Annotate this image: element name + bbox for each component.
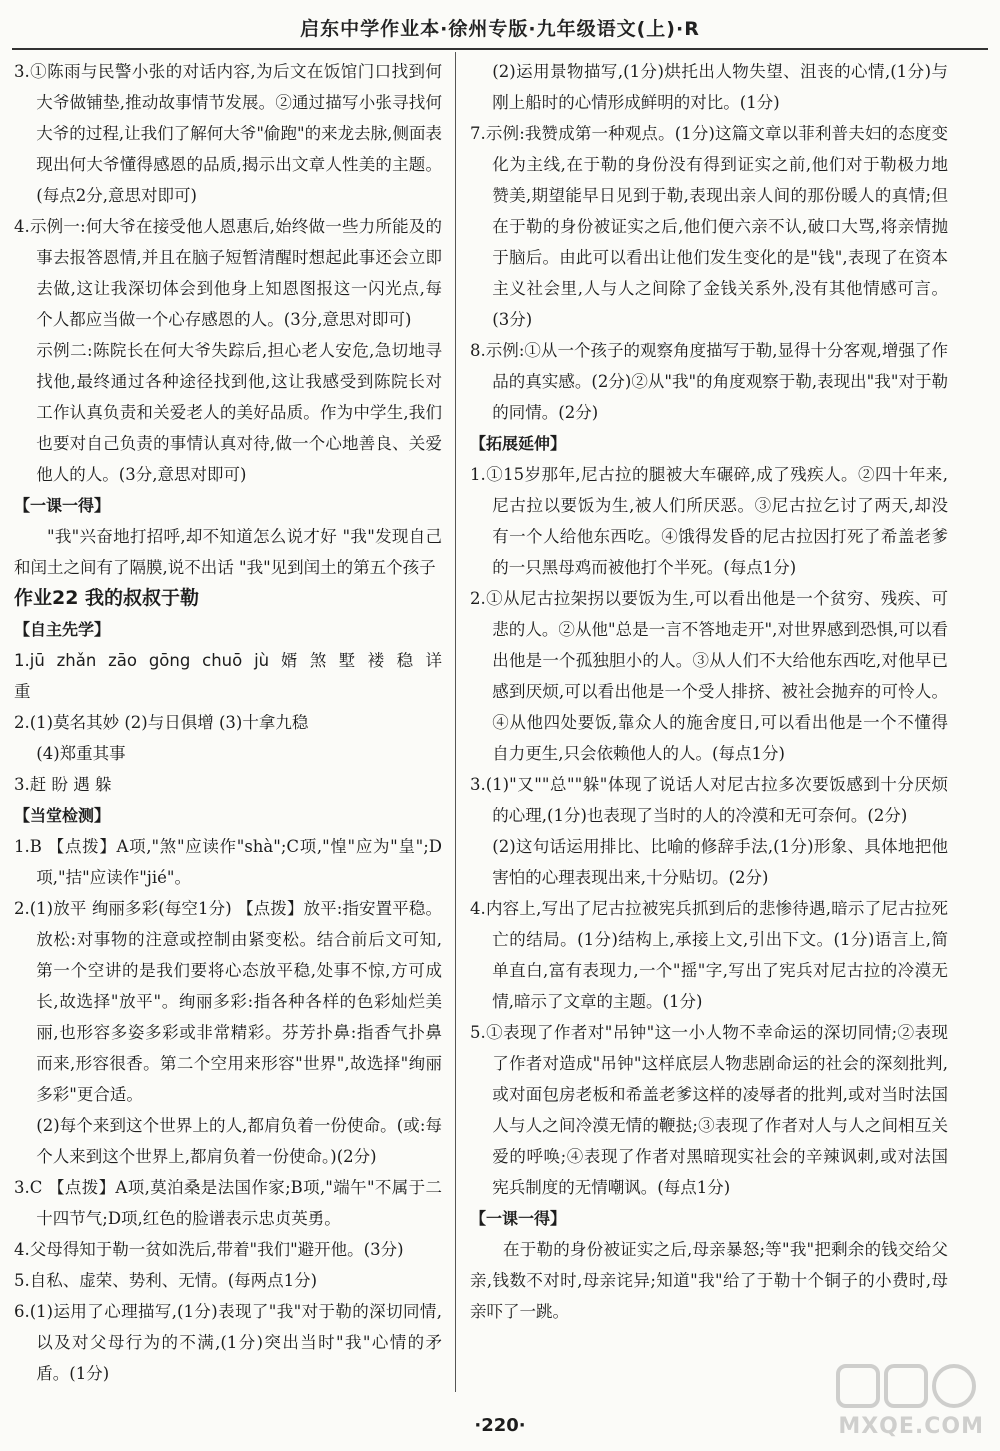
section-heading: 【自主先学】 [14, 620, 111, 639]
section-heading: 【一课一得】 [14, 496, 111, 515]
summary-paragraph: 在于勒的身份被证实之后,母亲暴怒;等"我"把剩余的钱交给父亲,钱数不对时,母亲诧异;知道"我"给了于勒十个铜子的小费时,母亲吓了一跳。 [470, 1240, 948, 1321]
answer-item: 8.示例:①从一个孩子的观察角度描写于勒,显得十分客观,增强了作品的真实感。(2分)②从"我"的角度观察于勒,表现出"我"对于勒的同情。(2分) [470, 341, 948, 422]
section-heading: 【一课一得】 [470, 1209, 567, 1228]
left-column [14, 56, 442, 1389]
answer-item: 3.(1)"又""总""躲"体现了说话人对尼古拉多次要饭感到十分厌烦的心理,(1分)也表现了当时的人的冷漠和无可奈何。(2分) [470, 775, 948, 825]
answer-item: 2.(1)放平 绚丽多彩(每空1分) 【点拨】放平:指安置平稳。放松:对事物的注意或控制由紧变松。结合前后文可知,第一个空讲的是我们要将心态放平稳,处事不惊,方可成长,故选择"放平"。绚丽多彩:指各种各样的色彩灿烂美丽,也形容多姿多彩或非常精彩。芬芳扑鼻:指香气扑鼻而来,形容很香。第二个空用来形容"世界",故选择"绚丽多彩"更合适。 [14, 899, 442, 1104]
answer-item: 4.内容上,写出了尼古拉被宪兵抓到后的悲惨待遇,暗示了尼古拉死亡的结局。(1分)结构上,承接上文,引出下文。(1分)语言上,简单直白,富有表现力,一个"摇"字,写出了宪兵对尼古拉的冷漠无情,暗示了文章的主题。(1分) [470, 899, 948, 1011]
answer-item: 3.C 【点拨】A项,莫泊桑是法国作家;B项,"端午"不属于二十四节气;D项,红色的脸谱表示忠贞英勇。 [14, 1178, 442, 1228]
summary-paragraph: "我"兴奋地打招呼,却不知道怎么说才好 "我"发现自己和闰土之间有了隔膜,说不出话 "我"见到闰土的第五个孩子 [14, 527, 442, 577]
answer-subitem: (2)每个来到这个世界上的人,都肩负着一份使命。(或:每个人来到这个世界上,都肩负着一份使命。)(2分) [36, 1116, 442, 1166]
page-number: ·220· [474, 1415, 526, 1436]
column-divider [455, 52, 456, 1392]
section-heading: 【当堂检测】 [14, 806, 111, 825]
watermark-text: MXQE.COM [838, 1414, 984, 1439]
answer-item: 5.自私、虚荣、势利、无情。(每两点1分) [14, 1271, 318, 1290]
answer-item: 4.示例一:何大爷在接受他人恩惠后,始终做一些力所能及的事去报答恩情,并且在脑子短暂清醒时想起此事还会立即去做,这让我深切体会到他身上知恩图报这一闪光点,每个人都应当做一个心存感恩的人。(3分,意思对即可) [14, 217, 442, 329]
answer-subitem: (2)运用景物描写,(1分)烘托出人物失望、沮丧的心情,(1分)与刚上船时的心情形成鲜明的对比。(1分) [492, 62, 948, 112]
page-header: 启东中学作业本·徐州专版·九年级语文(上)·R [300, 18, 700, 40]
watermark-logo [834, 1362, 984, 1442]
answer-item: 3.赶 盼 遇 躲 [14, 775, 112, 794]
answer-subitem: 示例二:陈院长在何大爷失踪后,担心老人安危,急切地寻找他,最终通过各种途径找到他,这让我感受到陈院长对工作认真负责和关爱老人的美好品质。作为中学生,我们也要对自己负责的事情认真对待,做一个心地善良、关爱他人的人。(3分,意思对即可) [36, 341, 442, 484]
answer-item: 2.①从尼古拉架拐以要饭为生,可以看出他是一个贫穷、残疾、可悲的人。②从他"总是一言不答地走开",对世界感到恐惧,可以看出他是一个孤独胆小的人。③从人们不大给他东西吃,对他早已感到厌烦,可以看出他是一个受人排挤、被社会抛弃的可怜人。④从他四处要饭,靠众人的施舍度日,可以看出他是一个不懂得自力更生,只会依赖他人的人。(每点1分) [470, 589, 948, 763]
right-column [470, 56, 948, 1327]
pinyin-answers: 1.jū zhǎn zāo gōng chuō jù 婿 煞 墅 褛 稳 详 重 [14, 651, 442, 701]
answer-subitem: (2)这句话运用排比、比喻的修辞手法,(1分)形象、具体地把他害怕的心理表现出来,十分贴切。(2分) [492, 837, 948, 887]
answer-item: 2.(1)莫名其妙 (2)与日俱增 (3)十拿九稳 [14, 713, 309, 732]
answer-item: 7.示例:我赞成第一种观点。(1分)这篇文章以菲利普夫妇的态度变化为主线,在于勒的身份没有得到证实之前,他们对于勒极力地赞美,期望能早日见到于勒,表现出亲人间的那份暖人的真情;但在于勒的身份被证实之后,他们便六亲不认,破口大骂,将亲情抛于脑后。由此可以看出让他们发生变化的是"钱",表现了在资本主义社会里,人与人之间除了金钱关系外,没有其他情感可言。(3分) [470, 124, 948, 329]
watermark-mark-icon [836, 1362, 976, 1412]
answer-item: 4.父母得知于勒一贫如洗后,带着"我们"避开他。(3分) [14, 1240, 404, 1259]
answer-item: 3.①陈雨与民警小张的对话内容,为后文在饭馆门口找到何大爷做铺垫,推动故事情节发展。②通过描写小张寻找何大爷的过程,让我们了解何大爷"偷跑"的来龙去脉,侧面表现出何大爷懂得感恩的品质,揭示出文章人性美的主题。(每点2分,意思对即可) [14, 62, 442, 205]
assignment-title: 作业22 我的叔叔于勒 [14, 587, 200, 609]
answer-item: 1.①15岁那年,尼古拉的腿被大车碾碎,成了残疾人。②四十年来,尼古拉以要饭为生,被人们所厌恶。③尼古拉乞讨了两天,却没有一个人给他东西吃。④饿得发昏的尼古拉因打死了希盖老爹的一只黑母鸡而被他打个半死。(每点1分) [470, 465, 948, 577]
section-heading: 【拓展延伸】 [470, 434, 567, 453]
answer-item: 5.①表现了作者对"吊钟"这一小人物不幸命运的深切同情;②表现了作者对造成"吊钟"这样底层人物悲剧命运的社会的深刻批判,或对面包房老板和希盖老爹这样的凌辱者的批判,或对当时法国人与人之间冷漠无情的鞭挞;③表现了作者对人与人之间相互关爱的呼唤;④表现了作者对黑暗现实社会的辛辣讽刺,或对法国宪兵制度的无情嘲讽。(每点1分) [470, 1023, 948, 1197]
header-rule [12, 48, 988, 50]
answer-item: 1.B 【点拨】A项,"煞"应读作"shà";C项,"惶"应为"皇";D项,"拮"应读作"jié"。 [14, 837, 442, 887]
answer-subitem: (4)郑重其事 [36, 744, 126, 763]
answer-item: 6.(1)运用了心理描写,(1分)表现了"我"对于勒的深切同情,以及对父母行为的不满,(1分)突出当时"我"心情的矛盾。(1分) [14, 1302, 442, 1383]
